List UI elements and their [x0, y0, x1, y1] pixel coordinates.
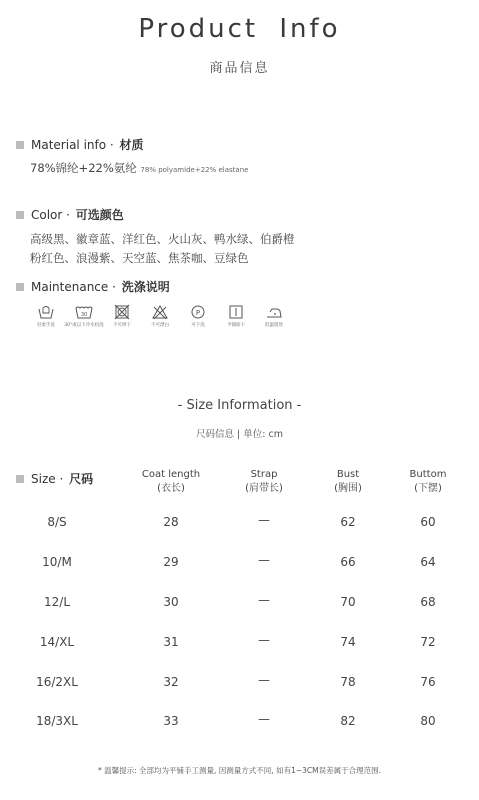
size-column-header: Size · 尺码 — [16, 470, 93, 487]
color-heading: Color · 可选颜色 — [16, 206, 124, 223]
table-cell: 72 — [420, 635, 436, 649]
size-section-title: - Size Information - — [177, 398, 302, 413]
table-cell: 70 — [340, 595, 356, 609]
size-section-subtitle: 尺码信息 | 单位: cm — [196, 429, 283, 440]
table-cell: — — [258, 593, 270, 607]
table-cell: 14/XL — [39, 635, 75, 649]
table-cell: — — [258, 673, 270, 687]
wash-30-icon — [75, 304, 93, 320]
table-cell: 74 — [340, 635, 356, 649]
care-item: 30 30°或以下冷水机洗 — [68, 304, 100, 328]
svg-text:P: P — [195, 309, 201, 317]
table-cell: 32 — [163, 675, 179, 689]
material-text: 78%锦纶+22%氨纶 78% polyamide+22% elastane — [30, 161, 249, 175]
coat-length-header: Coat length (衣长) — [141, 469, 201, 494]
table-cell: 82 — [340, 714, 356, 728]
care-item: 不可烘干 — [106, 304, 138, 328]
bullet-square-icon — [16, 141, 24, 149]
flat-dry-icon — [227, 304, 245, 320]
maintenance-heading: Maintenance · 洗涤说明 — [16, 278, 170, 295]
table-cell: 12/L — [44, 595, 70, 609]
table-cell: — — [258, 712, 270, 726]
material-heading: Material info · 材质 — [16, 136, 144, 153]
bust-header: Bust (胸围) — [334, 469, 362, 494]
table-cell: 8/S — [47, 515, 67, 529]
table-cell: 64 — [420, 555, 436, 569]
svg-text:30: 30 — [80, 312, 88, 318]
table-cell: — — [258, 633, 270, 647]
table-cell: — — [258, 553, 270, 567]
care-item: 平铺晾干 — [220, 304, 252, 328]
page-title: Product Info — [138, 14, 341, 44]
page-subtitle: 商品信息 — [209, 61, 270, 76]
care-item: 轻柔手洗 — [30, 304, 62, 328]
color-list: 高级黑、徽章蓝、洋红色、火山灰、鸭水绿、伯爵橙 粉红色、浪漫紫、天空蓝、焦茶咖、豆绿色 — [30, 232, 295, 265]
table-cell: 18/3XL — [36, 714, 78, 728]
care-item: P 可干洗 — [182, 304, 214, 328]
care-item: 低温熨烫 — [258, 304, 290, 328]
table-cell: 60 — [420, 515, 436, 529]
table-cell: 29 — [163, 555, 179, 569]
table-cell: 10/M — [42, 555, 72, 569]
no-tumble-dry-icon — [113, 304, 131, 320]
table-cell: 30 — [163, 595, 179, 609]
footnote: * 温馨提示: 全部均为平铺手工测量, 因测量方式不同, 如有1~3CM误差属于合理范围. — [98, 766, 381, 775]
table-cell: 68 — [420, 595, 436, 609]
dry-clean-icon — [189, 304, 207, 320]
table-cell: 78 — [340, 675, 356, 689]
table-cell: 80 — [420, 714, 436, 728]
bullet-square-icon — [16, 211, 24, 219]
table-cell: 16/2XL — [36, 675, 78, 689]
table-cell: 76 — [420, 675, 436, 689]
care-item: 不可漂白 — [144, 304, 176, 328]
buttom-header: Buttom (下摆) — [409, 469, 447, 494]
table-cell: 31 — [163, 635, 179, 649]
bullet-square-icon — [16, 475, 24, 483]
care-icons — [30, 304, 290, 328]
table-cell: — — [258, 513, 270, 527]
low-iron-icon — [265, 304, 283, 320]
table-cell: 33 — [163, 714, 179, 728]
table-cell: 62 — [340, 515, 356, 529]
strap-header: Strap (肩带长) — [245, 469, 283, 494]
table-cell: 28 — [163, 515, 179, 529]
bullet-square-icon — [16, 283, 24, 291]
hand-wash-icon — [37, 304, 55, 320]
table-cell: 66 — [340, 555, 356, 569]
no-bleach-icon — [151, 304, 169, 320]
